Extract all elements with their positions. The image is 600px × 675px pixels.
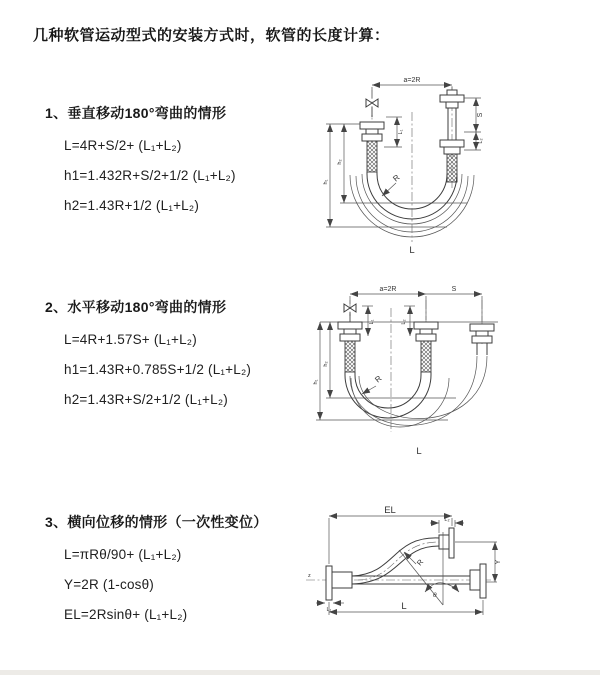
dim-l1 bbox=[316, 603, 344, 613]
diagram-lateral-displacement bbox=[298, 502, 600, 644]
dim-s bbox=[464, 98, 484, 132]
section-1-formula-L: L=4R+S/2+ (L₁+L₂) bbox=[64, 138, 182, 153]
dim-el bbox=[329, 505, 452, 564]
centerline-z-mark: z bbox=[308, 573, 311, 579]
left-flange-assembly bbox=[326, 566, 352, 600]
dim-label-h2: h₂ bbox=[323, 361, 329, 367]
radius-callout bbox=[404, 552, 426, 567]
dim-label-l2: L₂ bbox=[401, 319, 407, 325]
dim-l2 bbox=[430, 517, 464, 533]
section-2-heading: 2、水平移动180°弯曲的情形 bbox=[45, 299, 227, 315]
section-3-heading: 3、横向位移的情形（一次性变位） bbox=[45, 514, 268, 530]
dim-label-l-total: L bbox=[409, 245, 415, 256]
braided-hose-section bbox=[367, 141, 377, 172]
section-1-formula-h1: h1=1.432R+S/2+1/2 (L₁+L₂) bbox=[64, 168, 236, 183]
angle-label-theta: θ bbox=[433, 592, 437, 599]
section-3-formula-Y: Y=2R (1-cosθ) bbox=[64, 577, 155, 592]
left-pipe-assembly bbox=[360, 90, 384, 172]
braided-hose-section bbox=[345, 341, 355, 372]
dim-label-a2r: a=2R bbox=[403, 77, 421, 84]
dim-label-s: S bbox=[451, 286, 457, 293]
dim-label-r: R bbox=[391, 172, 402, 184]
dim-h1 bbox=[323, 124, 447, 227]
dim-l-total bbox=[326, 600, 483, 615]
braided-hose-section bbox=[447, 154, 457, 182]
dim-l1 bbox=[362, 306, 375, 336]
section-3-formula-EL: EL=2Rsinθ+ (L₁+L₂) bbox=[64, 607, 188, 622]
dim-label-h2: h₂ bbox=[337, 159, 343, 165]
scan-edge-shadow bbox=[0, 670, 600, 675]
section-vertical-180 bbox=[45, 103, 315, 213]
dim-l2 bbox=[401, 306, 415, 336]
dim-label-l2: L₂ bbox=[444, 517, 450, 523]
braided-hose-section bbox=[421, 341, 431, 372]
dim-h2 bbox=[326, 124, 467, 203]
dim-label-r: R bbox=[373, 373, 384, 385]
dim-l2 bbox=[464, 132, 484, 150]
section-horizontal-180 bbox=[45, 297, 315, 407]
section-2-formula-h1: h1=1.43R+0.785S+1/2 (L₁+L₂) bbox=[64, 362, 252, 377]
dim-label-l2: L₂ bbox=[478, 138, 484, 144]
section-1-formula-h2: h2=1.43R+1/2 (L₁+L₂) bbox=[64, 198, 200, 213]
dim-a2r bbox=[350, 286, 426, 294]
displaced-pipe-assembly bbox=[470, 300, 494, 355]
dim-label-r: R bbox=[414, 557, 426, 568]
radius-callout bbox=[362, 374, 384, 394]
dim-label-l1: L₁ bbox=[369, 319, 375, 325]
dim-label-l1: L₁ bbox=[398, 129, 404, 135]
section-3-formula-L: L=πRθ/90+ (L₁+L₂) bbox=[64, 547, 182, 562]
dim-label-el: EL bbox=[384, 505, 396, 516]
page-title: 几种软管运动型式的安装方式时，软管的长度计算： bbox=[33, 27, 390, 44]
dim-label-a2r: a=2R bbox=[379, 286, 397, 293]
diagram-horizontal-180-bend bbox=[306, 280, 600, 458]
dim-h2 bbox=[323, 322, 456, 398]
radius-callout bbox=[382, 173, 402, 196]
dim-label-l: L bbox=[401, 601, 407, 612]
section-1-heading: 1、垂直移动180°弯曲的情形 bbox=[45, 105, 227, 121]
dim-l1 bbox=[384, 117, 404, 147]
section-lateral-displacement bbox=[45, 512, 315, 622]
section-2-formula-L: L=4R+1.57S+ (L₁+L₂) bbox=[64, 332, 197, 347]
dim-label-y: Y bbox=[495, 559, 502, 565]
left-pipe-assembly bbox=[338, 300, 362, 372]
diagram-vertical-180-bend bbox=[312, 70, 590, 258]
dim-label-h1: h₁ bbox=[323, 179, 329, 185]
dim-label-l1: L₁ bbox=[326, 607, 332, 613]
dim-label-l-total: L bbox=[416, 446, 422, 457]
dim-label-h1: h₁ bbox=[313, 379, 319, 385]
dim-s bbox=[350, 286, 482, 325]
right-pipe-assembly bbox=[440, 86, 464, 188]
dim-label-s: S bbox=[477, 112, 484, 118]
section-2-formula-h2: h2=1.43R+S/2+1/2 (L₁+L₂) bbox=[64, 392, 228, 407]
